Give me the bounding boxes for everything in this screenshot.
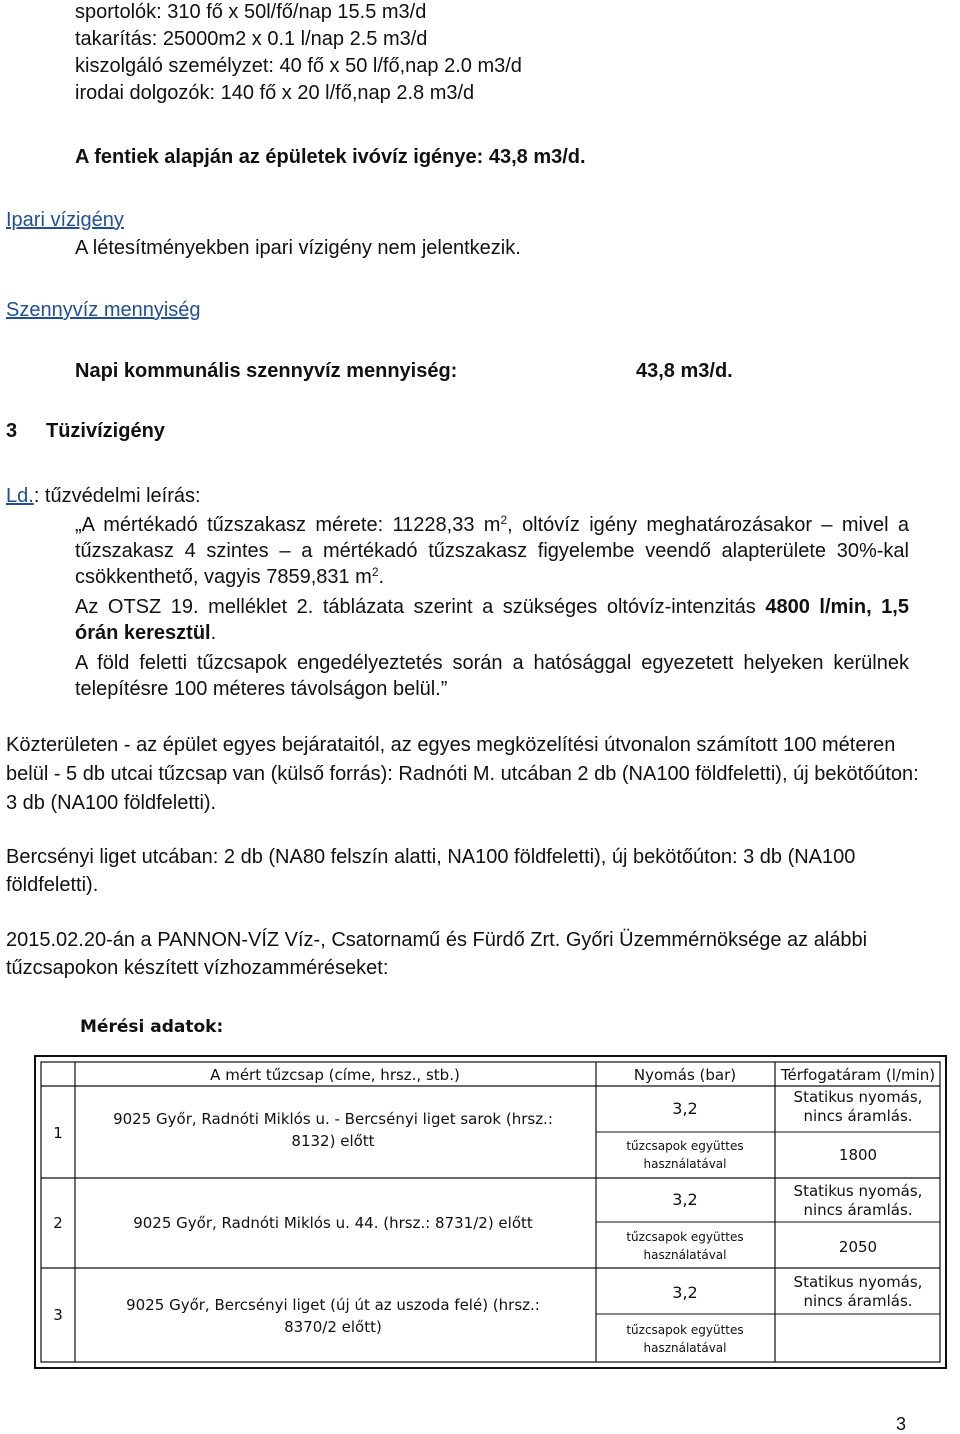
industrial-heading: Ipari vízigény xyxy=(6,209,124,231)
intensity-value: 4800 l/min, 1,5 órán keresztül xyxy=(75,596,909,644)
sewage-heading: Szennyvíz mennyiség xyxy=(6,299,201,321)
pressure-dynamic: használatával xyxy=(643,1341,727,1355)
public-area-line: 3 db (NA100 földfeletti). xyxy=(6,792,217,814)
bercsenyi-line: földfeletti). xyxy=(6,874,99,896)
header-pressure: Nyomás (bar) xyxy=(633,1066,737,1084)
pressure-dynamic: tűzcsapok együttes xyxy=(626,1139,744,1153)
measurement-intro-line: tűzcsapokon készített vízhozamméréseket: xyxy=(6,957,389,979)
flow-dynamic: 2050 xyxy=(838,1238,878,1256)
section-title: Tüzivízigény xyxy=(46,420,165,442)
table-title: Mérési adatok: xyxy=(80,1017,224,1037)
hydrant-address: 8132) előtt xyxy=(291,1132,375,1150)
pressure-dynamic: használatával xyxy=(643,1157,727,1171)
fire-intro-text: : tűzvédelmi leírás: xyxy=(33,485,201,507)
hydrant-paragraph: A föld feletti tűzcsapok engedélyeztetés során a hatósággal egyezetett helyeken kerülnek telepítésre 100 méteres távolságon belül.” xyxy=(75,652,909,700)
industrial-text: A létesítményekben ipari vízigény nem jelentkezik. xyxy=(75,237,521,259)
pressure-dynamic: használatával xyxy=(643,1248,727,1262)
water-line: kiszolgáló személyzet: 40 fő x 50 l/fő,nap 2.0 m3/d xyxy=(75,55,522,77)
water-line: sportolók: 310 fő x 50l/fő/nap 15.5 m3/d xyxy=(75,1,427,23)
public-area-line: Közterületen - az épület egyes bejárataitól, az egyes megközelítési útvonalon számított 100 méteren xyxy=(6,734,896,756)
public-area-line: belül - 5 db utcai tűzcsap van (külső forrás): Radnóti M. utcában 2 db (NA100 földfeletti), új bekötőúton: xyxy=(6,763,919,785)
flow-static: Statikus nyomás, xyxy=(793,1182,923,1200)
section-number: 3 xyxy=(6,420,18,442)
quote-text: „A mértékadó tűzszakasz mérete: 11228,33 m xyxy=(75,514,501,536)
pressure-static: 3,2 xyxy=(672,1283,698,1302)
quote-text: . xyxy=(378,566,385,588)
row-number: 3 xyxy=(53,1306,63,1324)
flow-static: Statikus nyomás, xyxy=(793,1273,923,1291)
sewage-value: 43,8 m3/d. xyxy=(636,360,733,382)
header-flow: Térfogatáram (l/min) xyxy=(780,1066,936,1084)
sewage-label: Napi kommunális szennyvíz mennyiség: xyxy=(75,360,458,382)
superscript: 2 xyxy=(500,513,508,527)
drinking-water-total: A fentiek alapján az épületek ivóvíz igénye: 43,8 m3/d. xyxy=(75,146,586,168)
pressure-static: 3,2 xyxy=(672,1099,698,1118)
water-line: takarítás: 25000m2 x 0.1 l/nap 2.5 m3/d xyxy=(75,28,428,50)
pressure-static: 3,2 xyxy=(672,1190,698,1209)
header-hydrant: A mért tűzcsap (címe, hrsz., stb.) xyxy=(210,1066,460,1084)
hydrant-address: 9025 Győr, Radnóti Miklós u. 44. (hrsz.: 8731/2) előtt xyxy=(133,1214,533,1232)
page-number: 3 xyxy=(896,1414,907,1434)
flow-dynamic: 1800 xyxy=(838,1146,878,1164)
flow-static: Statikus nyomás, xyxy=(793,1088,923,1106)
water-line: irodai dolgozók: 140 fő x 20 l/fő,nap 2.8 m3/d xyxy=(75,82,475,104)
row-number: 1 xyxy=(53,1124,63,1142)
hydrant-address: 9025 Győr, Radnóti Miklós u. - Bercsényi liget sarok (hrsz.: xyxy=(113,1110,553,1128)
fire-reference-link[interactable]: Ld. xyxy=(6,485,34,507)
hydrant-address: 8370/2 előtt) xyxy=(284,1318,382,1336)
pressure-dynamic: tűzcsapok együttes xyxy=(626,1230,744,1244)
quote-text: Az OTSZ 19. melléklet 2. táblázata szerint a szükséges oltóvíz-intenzitás xyxy=(75,596,766,618)
flow-static: nincs áramlás. xyxy=(803,1107,913,1125)
bercsenyi-line: Bercsényi liget utcában: 2 db (NA80 felszín alatti, NA100 földfeletti), új bekötőúton: 3 db (NA100 xyxy=(6,846,856,868)
hydrant-address: 9025 Győr, Bercsényi liget (új út az uszoda felé) (hrsz.: xyxy=(126,1296,540,1314)
flow-static: nincs áramlás. xyxy=(803,1201,913,1219)
quote-text: . xyxy=(210,622,217,644)
measurement-intro-line: 2015.02.20-án a PANNON-VÍZ Víz-, Csatornamű és Fürdő Zrt. Győri Üzemmérnöksége az alábbi xyxy=(6,929,868,951)
row-number: 2 xyxy=(53,1214,63,1232)
superscript: 2 xyxy=(371,565,379,579)
pressure-dynamic: tűzcsapok együttes xyxy=(626,1323,744,1337)
flow-static: nincs áramlás. xyxy=(803,1292,913,1310)
quote-text: , oltóvíz igény meghatározásakor – mivel a tűzszakasz 4 szintes – a mértékadó tűzszakasz figyelembe veendő alapterülete 30%-kal csökkenthető, vagyis 7859,831 m xyxy=(75,514,909,588)
